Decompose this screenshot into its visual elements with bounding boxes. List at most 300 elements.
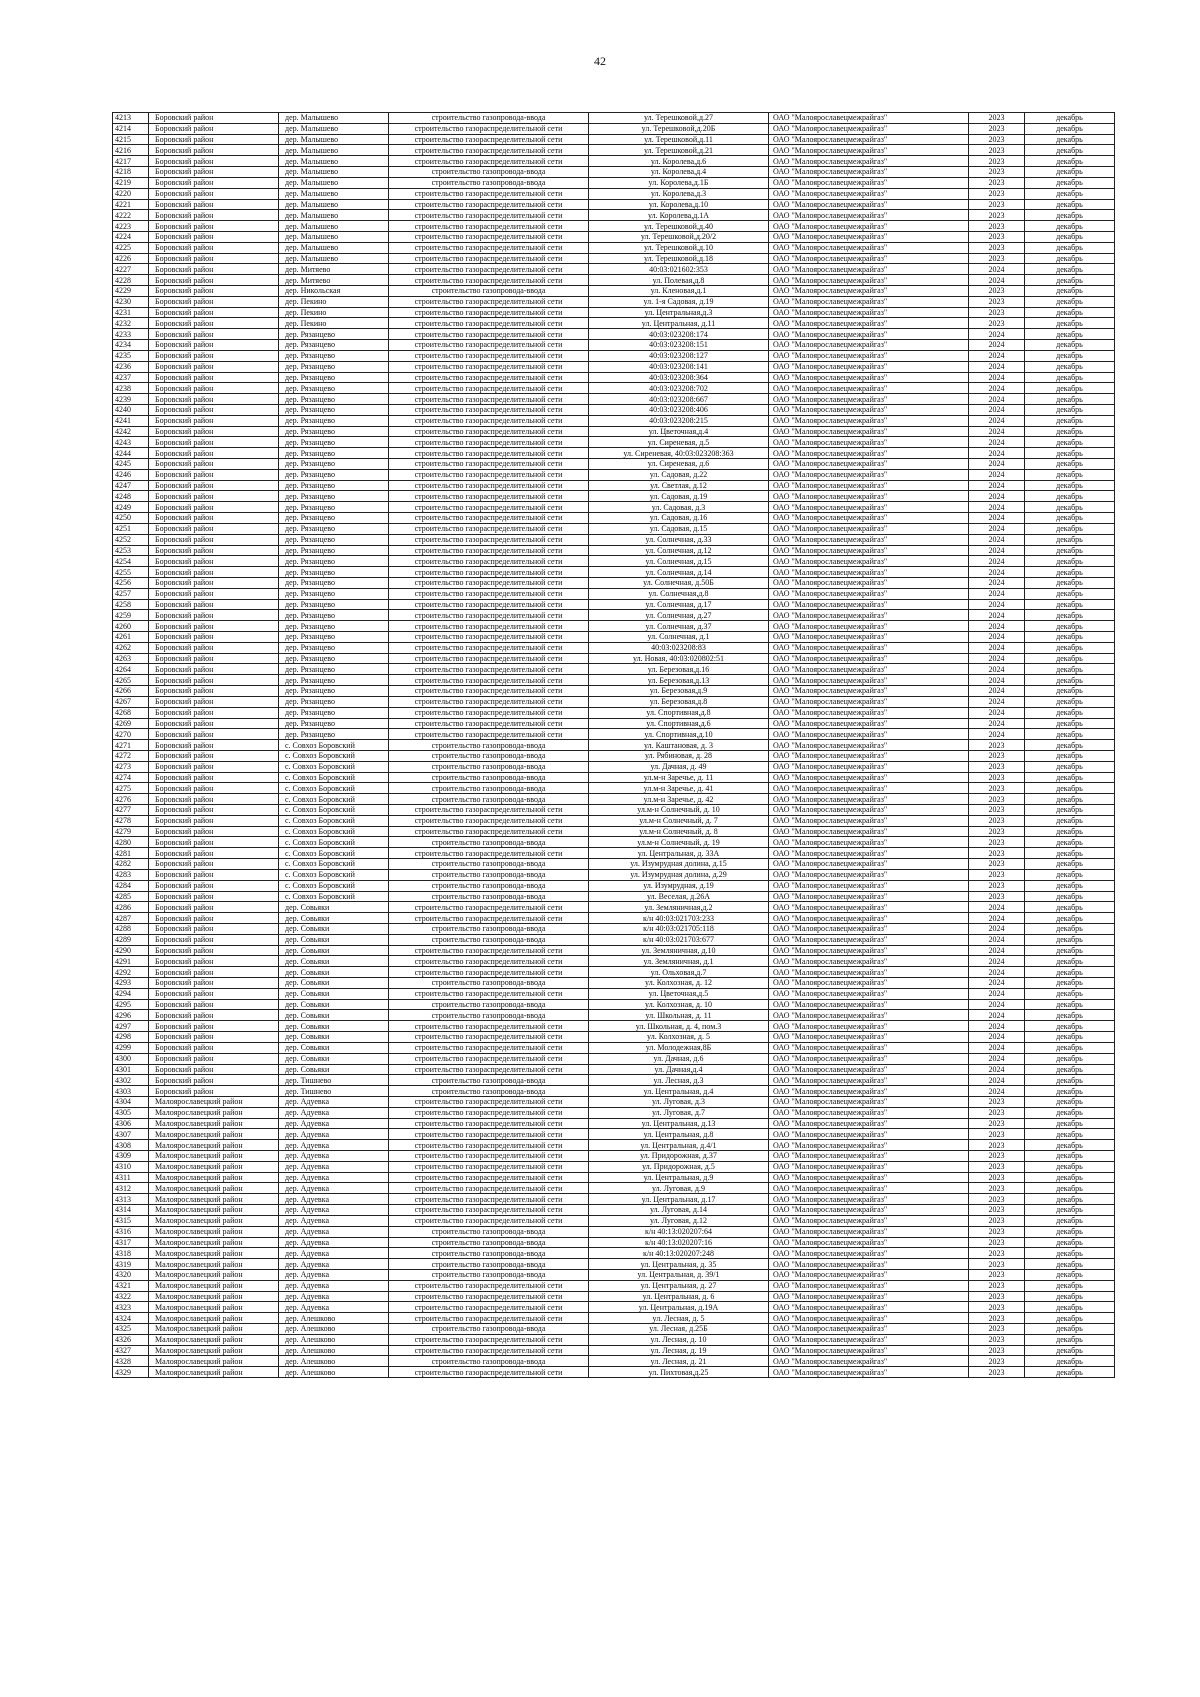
organization-cell: ОАО "Малоярославецмежрайгаз" (769, 556, 969, 567)
district-cell: Боровский район (149, 221, 279, 232)
district-cell: Малоярославецкий район (149, 1129, 279, 1140)
table-row (113, 621, 1115, 632)
work-type-cell: строительство газораспределительной сети (389, 134, 589, 145)
table-row (113, 361, 1115, 372)
table-row (113, 448, 1115, 459)
settlement-cell: дер. Адуевка (279, 1280, 389, 1291)
district-cell: Боровский район (149, 826, 279, 837)
address-cell: ул. Центральная, д.11 (589, 318, 769, 329)
district-cell: Боровский район (149, 426, 279, 437)
settlement-cell: дер. Совьяки (279, 1064, 389, 1075)
address-cell: ул.м-н Солнечный, д. 7 (589, 815, 769, 826)
district-cell: Боровский район (149, 577, 279, 588)
year-cell: 2023 (969, 1183, 1025, 1194)
work-type-cell: строительство газопровода-ввода (389, 113, 589, 124)
address-cell: ул. Терешковой,д.20/2 (589, 231, 769, 242)
settlement-cell: с. Совхоз Боровский (279, 794, 389, 805)
district-cell: Боровский район (149, 480, 279, 491)
address-cell: к/н 40:03:021705:118 (589, 923, 769, 934)
district-cell: Боровский район (149, 340, 279, 351)
organization-cell: ОАО "Малоярославецмежрайгаз" (769, 113, 969, 124)
year-cell: 2024 (969, 1064, 1025, 1075)
settlement-cell: дер. Совьяки (279, 1032, 389, 1043)
table-row (113, 1064, 1115, 1075)
district-cell: Боровский район (149, 513, 279, 524)
address-cell: ул. Терешковой,д.21 (589, 145, 769, 156)
address-cell: ул. Изумрудная, д.19 (589, 880, 769, 891)
year-cell: 2023 (969, 750, 1025, 761)
year-cell: 2024 (969, 621, 1025, 632)
organization-cell: ОАО "Малоярославецмежрайгаз" (769, 123, 969, 134)
address-cell: ул. Спортивная,д.10 (589, 729, 769, 740)
work-type-cell: строительство газораспределительной сети (389, 686, 589, 697)
table-row (113, 340, 1115, 351)
table-row (113, 653, 1115, 664)
table-row (113, 1172, 1115, 1183)
organization-cell: ОАО "Малоярославецмежрайгаз" (769, 296, 969, 307)
row-number: 4318 (113, 1248, 149, 1259)
settlement-cell: дер. Малышево (279, 167, 389, 178)
table-row (113, 913, 1115, 924)
work-type-cell: строительство газораспределительной сети (389, 480, 589, 491)
year-cell: 2023 (969, 859, 1025, 870)
row-number: 4297 (113, 1021, 149, 1032)
month-cell: декабрь (1025, 156, 1115, 167)
month-cell: декабрь (1025, 1086, 1115, 1097)
table-row (113, 1237, 1115, 1248)
settlement-cell: дер. Рязанцево (279, 664, 389, 675)
row-number: 4312 (113, 1183, 149, 1194)
work-type-cell: строительство газораспределительной сети (389, 577, 589, 588)
year-cell: 2024 (969, 469, 1025, 480)
page-number: 42 (594, 54, 606, 68)
district-cell: Боровский район (149, 707, 279, 718)
organization-cell: ОАО "Малоярославецмежрайгаз" (769, 1096, 969, 1107)
year-cell: 2024 (969, 1086, 1025, 1097)
district-cell: Боровский район (149, 242, 279, 253)
month-cell: декабрь (1025, 1226, 1115, 1237)
year-cell: 2024 (969, 599, 1025, 610)
work-type-cell: строительство газопровода-ввода (389, 1237, 589, 1248)
month-cell: декабрь (1025, 394, 1115, 405)
district-cell: Малоярославецкий район (149, 1151, 279, 1162)
year-cell: 2024 (969, 1053, 1025, 1064)
settlement-cell: дер. Малышево (279, 156, 389, 167)
row-number: 4257 (113, 588, 149, 599)
settlement-cell: дер. Рязанцево (279, 491, 389, 502)
year-cell: 2024 (969, 513, 1025, 524)
organization-cell: ОАО "Малоярославецмежрайгаз" (769, 588, 969, 599)
row-number: 4271 (113, 740, 149, 751)
year-cell: 2024 (969, 361, 1025, 372)
table-row (113, 826, 1115, 837)
month-cell: декабрь (1025, 1194, 1115, 1205)
month-cell: декабрь (1025, 1172, 1115, 1183)
table-row (113, 491, 1115, 502)
row-number: 4219 (113, 177, 149, 188)
work-type-cell: строительство газораспределительной сети (389, 1194, 589, 1205)
month-cell: декабрь (1025, 913, 1115, 924)
table-row (113, 513, 1115, 524)
work-type-cell: строительство газораспределительной сети (389, 437, 589, 448)
district-cell: Боровский район (149, 264, 279, 275)
month-cell: декабрь (1025, 350, 1115, 361)
year-cell: 2024 (969, 718, 1025, 729)
district-cell: Боровский район (149, 156, 279, 167)
month-cell: декабрь (1025, 632, 1115, 643)
table-row (113, 707, 1115, 718)
month-cell: декабрь (1025, 567, 1115, 578)
month-cell: декабрь (1025, 1259, 1115, 1270)
work-type-cell: строительство газораспределительной сети (389, 426, 589, 437)
district-cell: Боровский район (149, 945, 279, 956)
district-cell: Боровский район (149, 1032, 279, 1043)
table-row (113, 296, 1115, 307)
row-number: 4289 (113, 934, 149, 945)
work-type-cell: строительство газораспределительной сети (389, 664, 589, 675)
year-cell: 2024 (969, 675, 1025, 686)
settlement-cell: дер. Рязанцево (279, 340, 389, 351)
district-cell: Боровский район (149, 545, 279, 556)
year-cell: 2023 (969, 1194, 1025, 1205)
year-cell: 2024 (969, 459, 1025, 470)
row-number: 4316 (113, 1226, 149, 1237)
settlement-cell: дер. Рязанцево (279, 523, 389, 534)
year-cell: 2024 (969, 275, 1025, 286)
address-cell: ул. Луговая, д.12 (589, 1215, 769, 1226)
district-cell: Боровский район (149, 448, 279, 459)
year-cell: 2024 (969, 707, 1025, 718)
month-cell: декабрь (1025, 1064, 1115, 1075)
organization-cell: ОАО "Малоярославецмежрайгаз" (769, 1053, 969, 1064)
district-cell: Боровский район (149, 350, 279, 361)
year-cell: 2024 (969, 588, 1025, 599)
work-type-cell: строительство газораспределительной сети (389, 523, 589, 534)
table-row (113, 696, 1115, 707)
organization-cell: ОАО "Малоярославецмежрайгаз" (769, 1237, 969, 1248)
row-number: 4329 (113, 1367, 149, 1378)
table-row (113, 329, 1115, 340)
year-cell: 2024 (969, 502, 1025, 513)
address-cell: к/н 40:03:021703:233 (589, 913, 769, 924)
work-type-cell: строительство газопровода-ввода (389, 772, 589, 783)
year-cell: 2024 (969, 534, 1025, 545)
district-cell: Боровский район (149, 534, 279, 545)
month-cell: декабрь (1025, 923, 1115, 934)
work-type-cell: строительство газораспределительной сети (389, 945, 589, 956)
month-cell: декабрь (1025, 1302, 1115, 1313)
address-cell: ул. Изумрудная долина, д.29 (589, 869, 769, 880)
settlement-cell: дер. Малышево (279, 145, 389, 156)
settlement-cell: дер. Адуевка (279, 1107, 389, 1118)
district-cell: Боровский район (149, 956, 279, 967)
work-type-cell: строительство газораспределительной сети (389, 513, 589, 524)
year-cell: 2023 (969, 761, 1025, 772)
settlement-cell: с. Совхоз Боровский (279, 772, 389, 783)
work-type-cell: строительство газораспределительной сети (389, 448, 589, 459)
month-cell: декабрь (1025, 448, 1115, 459)
organization-cell: ОАО "Малоярославецмежрайгаз" (769, 1032, 969, 1043)
district-cell: Боровский район (149, 696, 279, 707)
table-row (113, 318, 1115, 329)
year-cell: 2023 (969, 1107, 1025, 1118)
table-row (113, 1367, 1115, 1378)
district-cell: Боровский район (149, 459, 279, 470)
work-type-cell: строительство газораспределительной сети (389, 588, 589, 599)
organization-cell: ОАО "Малоярославецмежрайгаз" (769, 675, 969, 686)
work-type-cell: строительство газораспределительной сети (389, 394, 589, 405)
row-number: 4274 (113, 772, 149, 783)
row-number: 4302 (113, 1075, 149, 1086)
month-cell: декабрь (1025, 848, 1115, 859)
work-type-cell: строительство газораспределительной сети (389, 642, 589, 653)
address-cell: 40:03:023208:127 (589, 350, 769, 361)
work-type-cell: строительство газораспределительной сети (389, 340, 589, 351)
address-cell: ул. Сиреневая, 40:03:023208:363 (589, 448, 769, 459)
row-number: 4284 (113, 880, 149, 891)
row-number: 4223 (113, 221, 149, 232)
work-type-cell: строительство газораспределительной сети (389, 329, 589, 340)
address-cell: ул. Центральная, д.13 (589, 1118, 769, 1129)
work-type-cell: строительство газораспределительной сети (389, 632, 589, 643)
address-cell: ул. Кленовая,д.1 (589, 286, 769, 297)
organization-cell: ОАО "Малоярославецмежрайгаз" (769, 1021, 969, 1032)
organization-cell: ОАО "Малоярославецмежрайгаз" (769, 1302, 969, 1313)
work-type-cell: строительство газораспределительной сети (389, 718, 589, 729)
year-cell: 2024 (969, 491, 1025, 502)
organization-cell: ОАО "Малоярославецмежрайгаз" (769, 253, 969, 264)
year-cell: 2023 (969, 1140, 1025, 1151)
table-row (113, 761, 1115, 772)
table-row (113, 113, 1115, 124)
settlement-cell: дер. Рязанцево (279, 653, 389, 664)
district-cell: Боровский район (149, 177, 279, 188)
table-row (113, 545, 1115, 556)
work-type-cell: строительство газопровода-ввода (389, 286, 589, 297)
settlement-cell: дер. Малышево (279, 221, 389, 232)
address-cell: ул. Пихтовая,д.25 (589, 1367, 769, 1378)
row-number: 4236 (113, 361, 149, 372)
row-number: 4248 (113, 491, 149, 502)
work-type-cell: строительство газораспределительной сети (389, 848, 589, 859)
work-type-cell: строительство газораспределительной сети (389, 1118, 589, 1129)
organization-cell: ОАО "Малоярославецмежрайгаз" (769, 523, 969, 534)
work-type-cell: строительство газораспределительной сети (389, 1042, 589, 1053)
row-number: 4254 (113, 556, 149, 567)
work-type-cell: строительство газораспределительной сети (389, 599, 589, 610)
address-cell: ул. Березовая,д.13 (589, 675, 769, 686)
settlement-cell: дер. Рязанцево (279, 696, 389, 707)
table-row (113, 307, 1115, 318)
organization-cell: ОАО "Малоярославецмежрайгаз" (769, 437, 969, 448)
work-type-cell: строительство газораспределительной сети (389, 1053, 589, 1064)
row-number: 4264 (113, 664, 149, 675)
month-cell: декабрь (1025, 945, 1115, 956)
row-number: 4259 (113, 610, 149, 621)
row-number: 4213 (113, 113, 149, 124)
address-cell: ул. Садовая, д.15 (589, 523, 769, 534)
address-cell: ул. Луговая, д.14 (589, 1205, 769, 1216)
district-cell: Боровский район (149, 642, 279, 653)
work-type-cell: строительство газораспределительной сети (389, 221, 589, 232)
organization-cell: ОАО "Малоярославецмежрайгаз" (769, 1280, 969, 1291)
address-cell: ул. Дачная, д. 49 (589, 761, 769, 772)
district-cell: Боровский район (149, 123, 279, 134)
row-number: 4286 (113, 902, 149, 913)
row-number: 4294 (113, 988, 149, 999)
work-type-cell: строительство газораспределительной сети (389, 491, 589, 502)
settlement-cell: дер. Рязанцево (279, 426, 389, 437)
settlement-cell: дер. Рязанцево (279, 707, 389, 718)
row-number: 4328 (113, 1356, 149, 1367)
table-row (113, 718, 1115, 729)
address-cell: ул. Изумрудная долина, д.15 (589, 859, 769, 870)
row-number: 4319 (113, 1259, 149, 1270)
settlement-cell: дер. Рязанцево (279, 545, 389, 556)
row-number: 4311 (113, 1172, 149, 1183)
address-cell: ул. Центральная, д.19А (589, 1302, 769, 1313)
settlement-cell: дер. Рязанцево (279, 361, 389, 372)
district-cell: Малоярославецкий район (149, 1345, 279, 1356)
settlement-cell: дер. Рязанцево (279, 534, 389, 545)
settlement-cell: дер. Митяево (279, 275, 389, 286)
work-type-cell: строительство газораспределительной сети (389, 1021, 589, 1032)
table-row (113, 848, 1115, 859)
row-number: 4232 (113, 318, 149, 329)
district-cell: Боровский район (149, 999, 279, 1010)
address-cell: к/н 40:13:020207:16 (589, 1237, 769, 1248)
table-row (113, 156, 1115, 167)
organization-cell: ОАО "Малоярославецмежрайгаз" (769, 275, 969, 286)
year-cell: 2024 (969, 426, 1025, 437)
row-number: 4250 (113, 513, 149, 524)
month-cell: декабрь (1025, 340, 1115, 351)
settlement-cell: дер. Никольская (279, 286, 389, 297)
address-cell: ул. Солнечная, д.1 (589, 632, 769, 643)
month-cell: декабрь (1025, 1324, 1115, 1335)
row-number: 4249 (113, 502, 149, 513)
year-cell: 2023 (969, 318, 1025, 329)
settlement-cell: дер. Малышево (279, 177, 389, 188)
row-number: 4266 (113, 686, 149, 697)
table-row (113, 502, 1115, 513)
month-cell: декабрь (1025, 231, 1115, 242)
year-cell: 2024 (969, 923, 1025, 934)
organization-cell: ОАО "Малоярославецмежрайгаз" (769, 880, 969, 891)
address-cell: ул. Королева,д.1Б (589, 177, 769, 188)
table-row (113, 210, 1115, 221)
organization-cell: ОАО "Малоярославецмежрайгаз" (769, 1140, 969, 1151)
year-cell: 2024 (969, 653, 1025, 664)
district-cell: Боровский район (149, 761, 279, 772)
row-number: 4285 (113, 891, 149, 902)
row-number: 4243 (113, 437, 149, 448)
table-row (113, 383, 1115, 394)
month-cell: декабрь (1025, 1096, 1115, 1107)
row-number: 4299 (113, 1042, 149, 1053)
row-number: 4216 (113, 145, 149, 156)
month-cell: декабрь (1025, 642, 1115, 653)
year-cell: 2023 (969, 1215, 1025, 1226)
table-row (113, 469, 1115, 480)
work-type-cell: строительство газопровода-ввода (389, 783, 589, 794)
address-cell: ул. Терешковой,д.27 (589, 113, 769, 124)
settlement-cell: дер. Совьяки (279, 999, 389, 1010)
table-row (113, 567, 1115, 578)
address-cell: ул. Каштановая, д. 3 (589, 740, 769, 751)
address-cell: ул. Дачная,д.4 (589, 1064, 769, 1075)
district-cell: Боровский район (149, 502, 279, 513)
table-row (113, 1075, 1115, 1086)
row-number: 4270 (113, 729, 149, 740)
work-type-cell: строительство газораспределительной сети (389, 296, 589, 307)
organization-cell: ОАО "Малоярославецмежрайгаз" (769, 1345, 969, 1356)
row-number: 4273 (113, 761, 149, 772)
table-row (113, 577, 1115, 588)
work-type-cell: строительство газораспределительной сети (389, 1161, 589, 1172)
district-cell: Боровский район (149, 967, 279, 978)
year-cell: 2023 (969, 1226, 1025, 1237)
month-cell: декабрь (1025, 664, 1115, 675)
row-number: 4298 (113, 1032, 149, 1043)
settlement-cell: дер. Рязанцево (279, 513, 389, 524)
work-type-cell: строительство газораспределительной сети (389, 1183, 589, 1194)
district-cell: Боровский район (149, 848, 279, 859)
settlement-cell: дер. Тишнево (279, 1086, 389, 1097)
work-type-cell: строительство газопровода-ввода (389, 750, 589, 761)
settlement-cell: дер. Рязанцево (279, 599, 389, 610)
month-cell: декабрь (1025, 1313, 1115, 1324)
organization-cell: ОАО "Малоярославецмежрайгаз" (769, 167, 969, 178)
district-cell: Малоярославецкий район (149, 1280, 279, 1291)
table-body (113, 113, 1115, 1378)
address-cell: ул. Молодежная,8Б (589, 1042, 769, 1053)
table-row (113, 880, 1115, 891)
organization-cell: ОАО "Малоярославецмежрайгаз" (769, 188, 969, 199)
organization-cell: ОАО "Малоярославецмежрайгаз" (769, 199, 969, 210)
district-cell: Боровский район (149, 556, 279, 567)
table-row (113, 1269, 1115, 1280)
table-row (113, 978, 1115, 989)
year-cell: 2024 (969, 1032, 1025, 1043)
settlement-cell: дер. Малышево (279, 231, 389, 242)
table-row (113, 869, 1115, 880)
organization-cell: ОАО "Малоярославецмежрайгаз" (769, 459, 969, 470)
row-number: 4265 (113, 675, 149, 686)
work-type-cell: строительство газораспределительной сети (389, 404, 589, 415)
table-row (113, 1205, 1115, 1216)
row-number: 4252 (113, 534, 149, 545)
row-number: 4288 (113, 923, 149, 934)
month-cell: декабрь (1025, 1053, 1115, 1064)
address-cell: ул. Колхозная, д. 5 (589, 1032, 769, 1043)
table-row (113, 556, 1115, 567)
month-cell: декабрь (1025, 307, 1115, 318)
work-type-cell: строительство газопровода-ввода (389, 999, 589, 1010)
organization-cell: ОАО "Малоярославецмежрайгаз" (769, 1118, 969, 1129)
year-cell: 2023 (969, 837, 1025, 848)
row-number: 4295 (113, 999, 149, 1010)
year-cell: 2023 (969, 1367, 1025, 1378)
table-row (113, 426, 1115, 437)
organization-cell: ОАО "Малоярославецмежрайгаз" (769, 740, 969, 751)
month-cell: декабрь (1025, 1248, 1115, 1259)
settlement-cell: дер. Рязанцево (279, 718, 389, 729)
district-cell: Боровский район (149, 253, 279, 264)
row-number: 4279 (113, 826, 149, 837)
work-type-cell: строительство газораспределительной сети (389, 1140, 589, 1151)
year-cell: 2024 (969, 988, 1025, 999)
